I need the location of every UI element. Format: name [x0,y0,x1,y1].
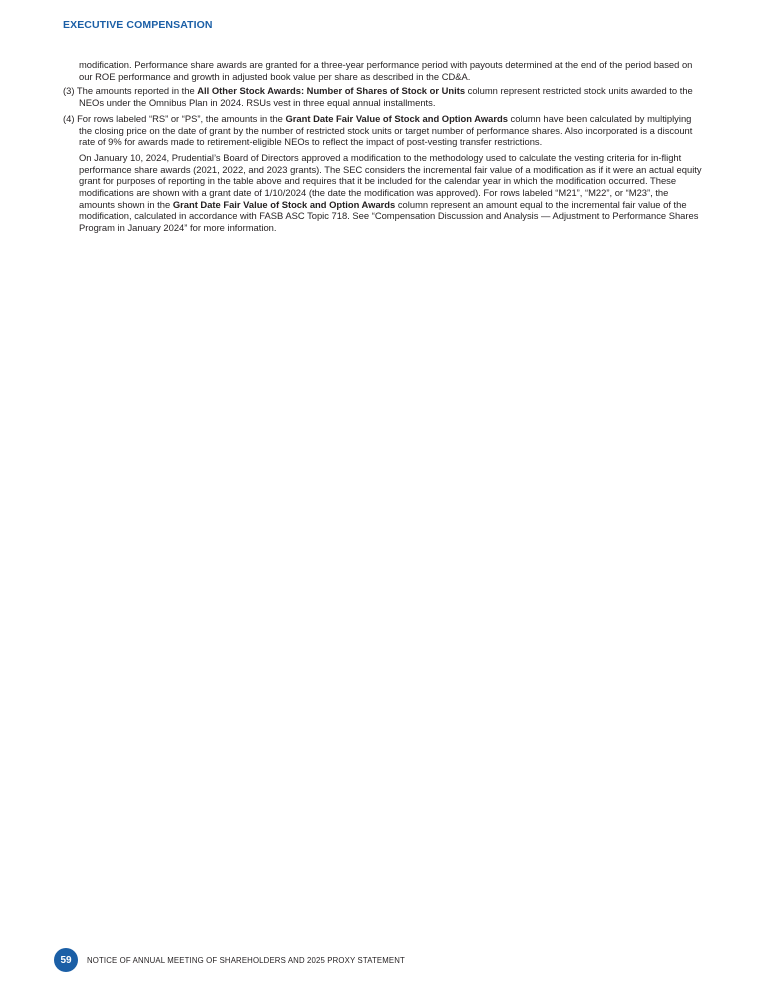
footnote-4-cont-text-end: column represent an amount equal to the incremental fair value of the modification, calculated in accordance with FASB ASC Topic 718. See “Compensation Discussion and Analysis — Adjustment to Performance Shares Program in January 2024” for more information. [79,198,699,234]
footnote-3-text-end: column represent restricted stock units awarded to the NEOs under the Omnibus Plan in 2024. RSUs vest in three equal annual installments. [79,85,693,109]
footnote-4 [63,113,703,148]
footnote-4-cont-text: On January 10, 2024, Prudential’s Board of Directors approved a modification to the methodology used to calculate the vesting criteria for in-flight performance share awards (2021, 2022, and 2023 grants). The SEC considers the incremental fair value of a modification as if it were an actual equity grant for purposes of reporting in the table above and requires that it be included for the calendar year in which the modification occurred. These modifications are shown with a grant date of 1/10/2024 (the date the modification was approved). For rows labeled “M21”, “M22”, or “M23”, the amounts shown in the [79,151,702,210]
section-header: EXECUTIVE COMPENSATION [63,19,213,31]
page-number-badge: 59 [54,948,78,972]
document-title: NOTICE OF ANNUAL MEETING OF SHAREHOLDERS AND 2025 PROXY STATEMENT [87,955,405,965]
footnotes-body [63,59,703,237]
footnote-3 [63,85,703,108]
footnote-4-continuation [63,152,703,234]
column-name-bold: Grant Date Fair Value of Stock and Option Awards [172,198,396,210]
page-footer [54,948,405,972]
column-name-bold: All Other Stock Awards: Number of Shares of Stock or Units [197,85,466,97]
footnote-4-text-end: column have been calculated by multiplying the closing price on the date of grant by the number of restricted stock units or target number of performance shares. Also incorporated is a discount rate of 9% for awards made to retirement-eligible NEOs to reflect the impact of post-vesting transfer restrictions. [79,112,693,148]
footnote-continuation: modification. Performance share awards are granted for a three-year performance period with payouts determined at the end of the period based on our ROE performance and growth in adjusted book value per share as described in the CD&A. [79,59,693,82]
footnote-3-text: (3) The amounts reported in the [63,85,198,97]
column-name-bold: Grant Date Fair Value of Stock and Option Awards [285,112,508,124]
footnote-4-text: (4) For rows labeled “RS” or “PS”, the amounts in the [63,112,286,124]
